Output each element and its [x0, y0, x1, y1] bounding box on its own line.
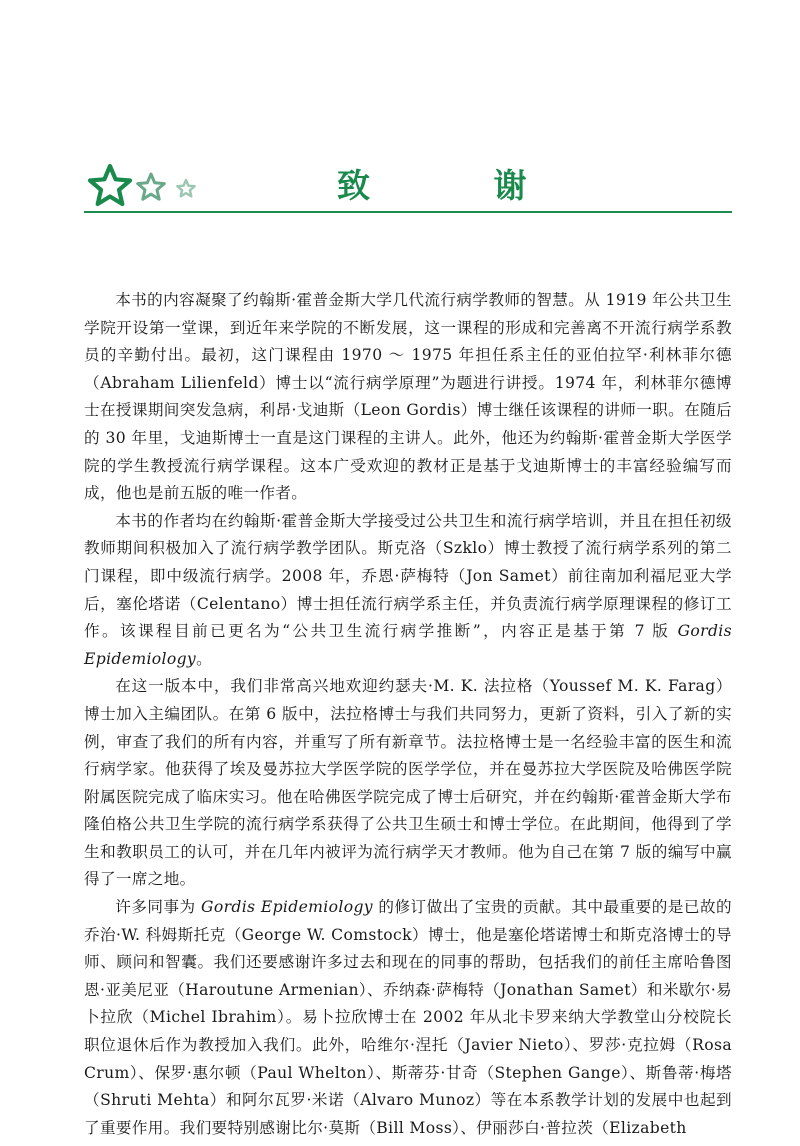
paragraph-2: [84, 508, 732, 674]
paragraph-text: 本书的内容凝聚了约翰斯·霍普金斯大学几代流行病学教师的智慧。从 1919 年公共卫生学院开设第一堂课，到近年来学院的不断发展，这一课程的形成和完善离不开流行病学系教员的辛勤付出。最初，这门课程由 1970 ～ 1975 年担任系主任的亚伯拉罕·利林菲尔德（Abraham Lilienfeld）博士以“流行病学原理”为题进行讲授。1974 年，利林菲尔德博士在授课期间突发急病，利昂·戈迪斯（Leon Gordis）博士继任该课程的讲师一职。在随后的 30 年里，戈迪斯博士一直是这门课程的主讲人。此外，他还为约翰斯·霍普金斯大学医学院的学生教授流行病学课程。这本广受欢迎的教材正是基于戈迪斯博士的丰富经验编写而成，他也是前五版的唯一作者。: [84, 291, 732, 503]
page-title: 致 谢: [337, 166, 583, 205]
paragraph-text: 本书的作者均在约翰斯·霍普金斯大学接受过公共卫生和流行病学培训，并且在担任初级教师期间积极加入了流行病学教学团队。斯克洛（Szklo）博士教授了流行病学系列的第二门课程，即中级流行病学。2008 年，乔恩·萨梅特（Jon Samet）前往南加利福尼亚大学后，塞伦塔诺（Celentano）博士担任流行病学系主任，并负责流行病学原理课程的修订工作。该课程目前已更名为“公共卫生流行病学推断”，内容正是基于第 7 版: [84, 511, 732, 641]
paragraph-text: 在这一版本中，我们非常高兴地欢迎约瑟夫·M. K. 法拉格（Youssef M. K. Farag）博士加入主编团队。在第 6 版中，法拉格博士与我们共同努力，更新了资料，引入了新的实例，审查了我们的所有内容，并重写了所有新章节。法拉格博士是一名经验丰富的医生和流行病学家。他获得了埃及曼苏拉大学医学院的医学学位，并在曼苏拉大学医院及哈佛医学院附属医院完成了临床实习。他在哈佛医学院完成了博士后研究，并在约翰斯·霍普金斯大学布隆伯格公共卫生学院的流行病学系获得了公共卫生硕士和博士学位。在此期间，他得到了学生和教职员工的认可，并在几年内被评为流行病学天才教师。他为自己在第 7 版的编写中赢得了一席之地。: [84, 677, 732, 889]
paragraph-text: 许多同事为: [115, 898, 202, 917]
star-large-icon: [90, 166, 130, 204]
star-small-icon: [177, 180, 194, 196]
paragraph-text: 的修订做出了宝贵的贡献。其中最重要的是已故的乔治·W. 科姆斯托克（George W. Comstock）博士，他是塞伦塔诺博士和斯克洛博士的导师、顾问和智囊。我们还要感谢许多过去和现在的同事的帮助，包括我们的前任主席哈鲁图恩·亚美尼亚（Haroutune Armenian）、乔纳森·萨梅特（Jonathan Samet）和米歇尔·易卜拉欣（Michel Ibrahim）。易卜拉欣博士在 2002 年从北卡罗来纳大学教堂山分校院长职位退休后作为教授加入我们。此外，哈维尔·涅托（Javier Nieto）、罗莎·克拉姆（Rosa Crum）、保罗·惠尔顿（Paul Whelton）、斯蒂芬·甘奇（Stephen Gange）、斯鲁蒂·梅塔（Shruti Mehta）和阿尔瓦罗·米诺（Alvaro Munoz）等在本系教学计划的发展中也起到了重要作用。我们要特别感谢比尔·莫斯（Bill Moss）、伊丽莎白·普拉茨（Elizabeth: [84, 898, 732, 1137]
book-title: Gordis Epidemiology: [201, 898, 373, 917]
paragraph-text: 。: [196, 649, 213, 668]
acknowledgment-body: [84, 287, 732, 1142]
chapter-header: [84, 160, 732, 216]
star-medium-icon: [138, 174, 165, 199]
book-title: Gordis Epidemiology: [84, 622, 732, 668]
star-decoration: [84, 160, 204, 210]
paragraph-1: [84, 287, 732, 508]
header-divider: [84, 211, 732, 213]
paragraph-4: [84, 894, 732, 1142]
paragraph-3: [84, 673, 732, 894]
